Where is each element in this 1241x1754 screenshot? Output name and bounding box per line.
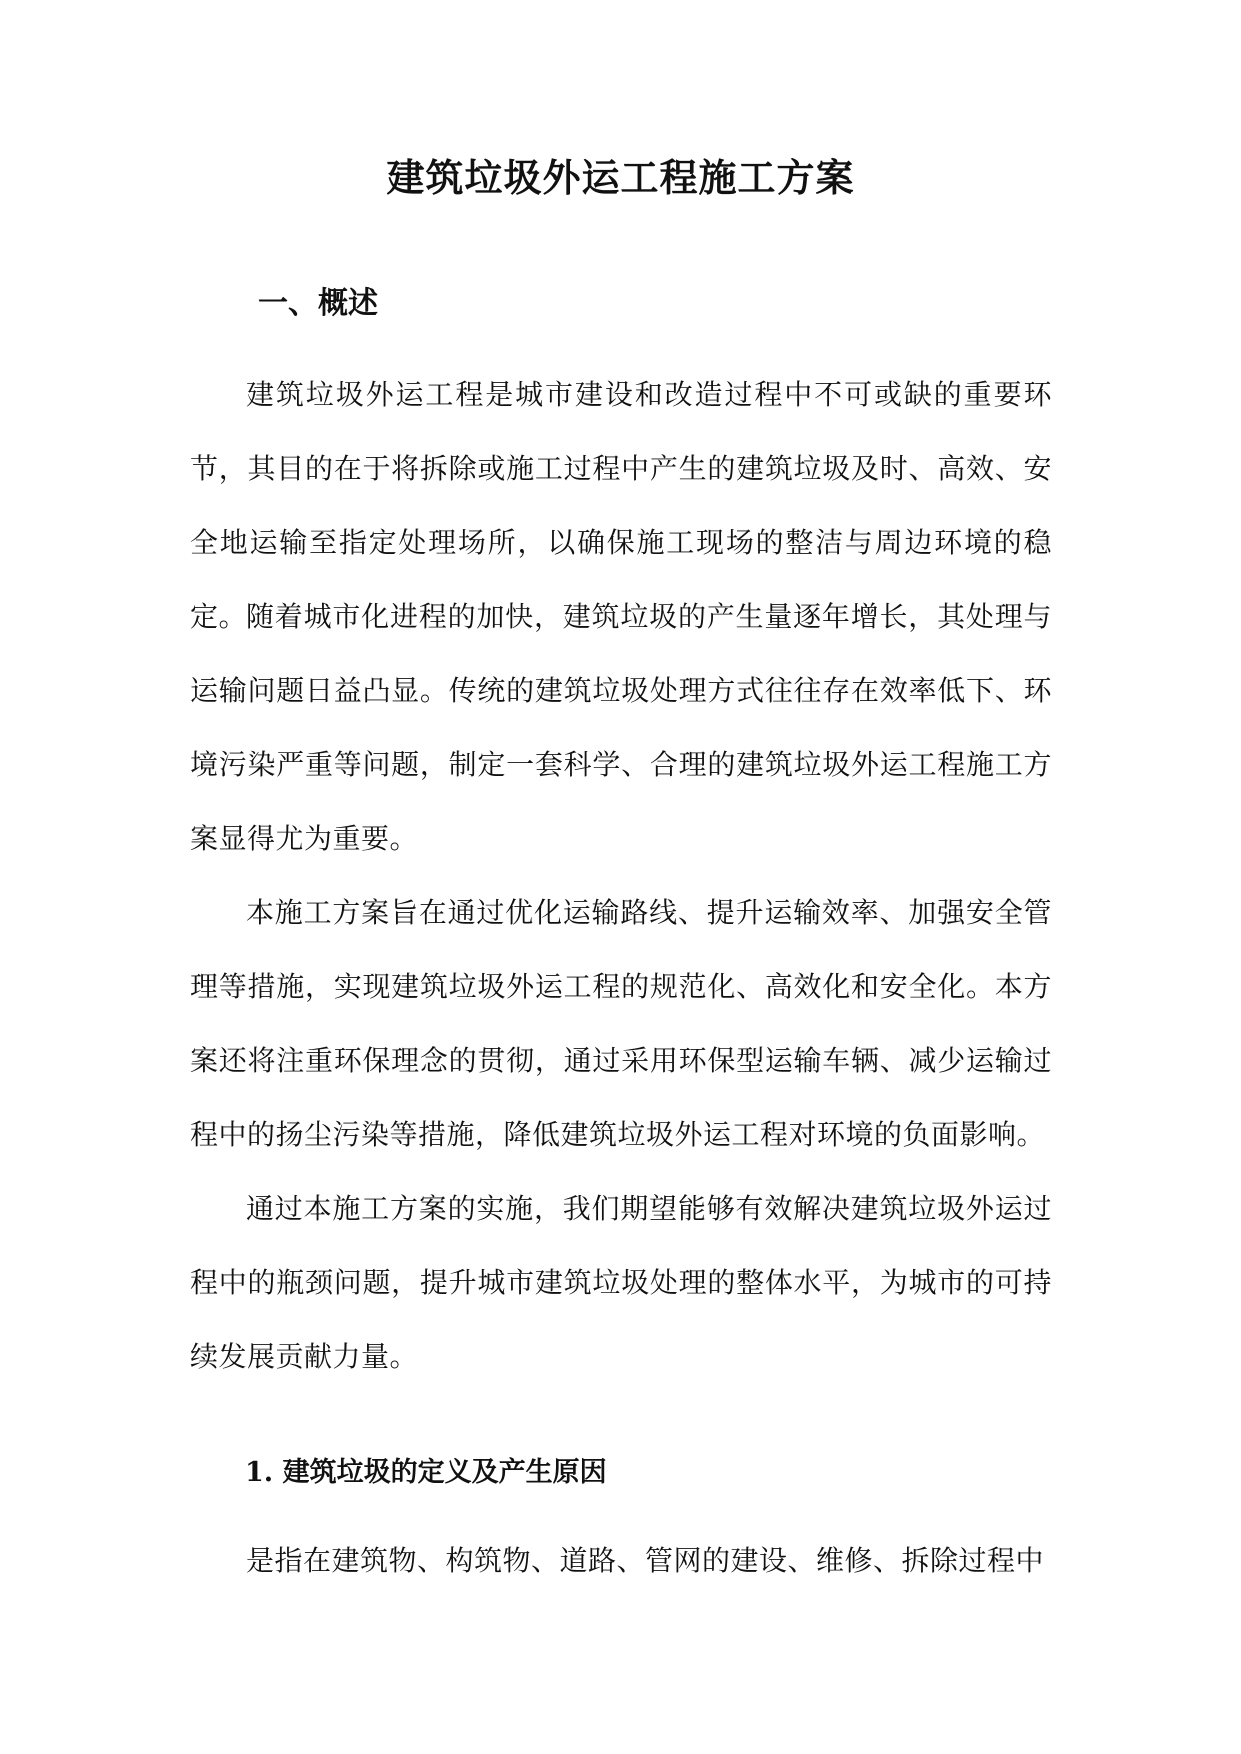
paragraph: 通过本施工方案的实施，我们期望能够有效解决建筑垃圾外运过程中的瓶颈问题，提升城市建筑垃圾处理的整体水平，为城市的可持续发展贡献力量。: [190, 1192, 1052, 1373]
paragraph: 本施工方案旨在通过优化运输路线、提升运输效率、加强安全管理等措施，实现建筑垃圾外运工程的规范化、高效化和安全化。本方案还将注重环保理念的贯彻，通过采用环保型运输车辆、减少运输过程中的扬尘污染等措施，降低建筑垃圾外运工程对环境的负面影响。: [190, 896, 1052, 1151]
section-heading-overview: 一、概述: [258, 286, 378, 321]
paragraph: 建筑垃圾外运工程是城市建设和改造过程中不可或缺的重要环节，其目的在于将拆除或施工过程中产生的建筑垃圾及时、高效、安全地运输至指定处理场所，以确保施工现场的整洁与周边环境的稳定。: [190, 378, 1052, 633]
subsection-heading-definition: 1. 建筑垃圾的定义及产生原因: [245, 1457, 607, 1488]
paragraph: 是指在建筑物、构筑物、道路、管网的建设、维修、拆除过程中: [246, 1544, 1045, 1577]
paragraph: 随着城市化进程的加快，建筑垃圾的产生量逐年增长，其处理与运输问题日益凸显。传统的建筑垃圾处理方式往往存在效率低下、环境污染严重等问题，制定一套科学、合理的建筑垃圾外运工程施工方案显得尤为重要。: [190, 600, 1052, 855]
document-title: 建筑垃圾外运工程施工方案: [386, 155, 855, 200]
